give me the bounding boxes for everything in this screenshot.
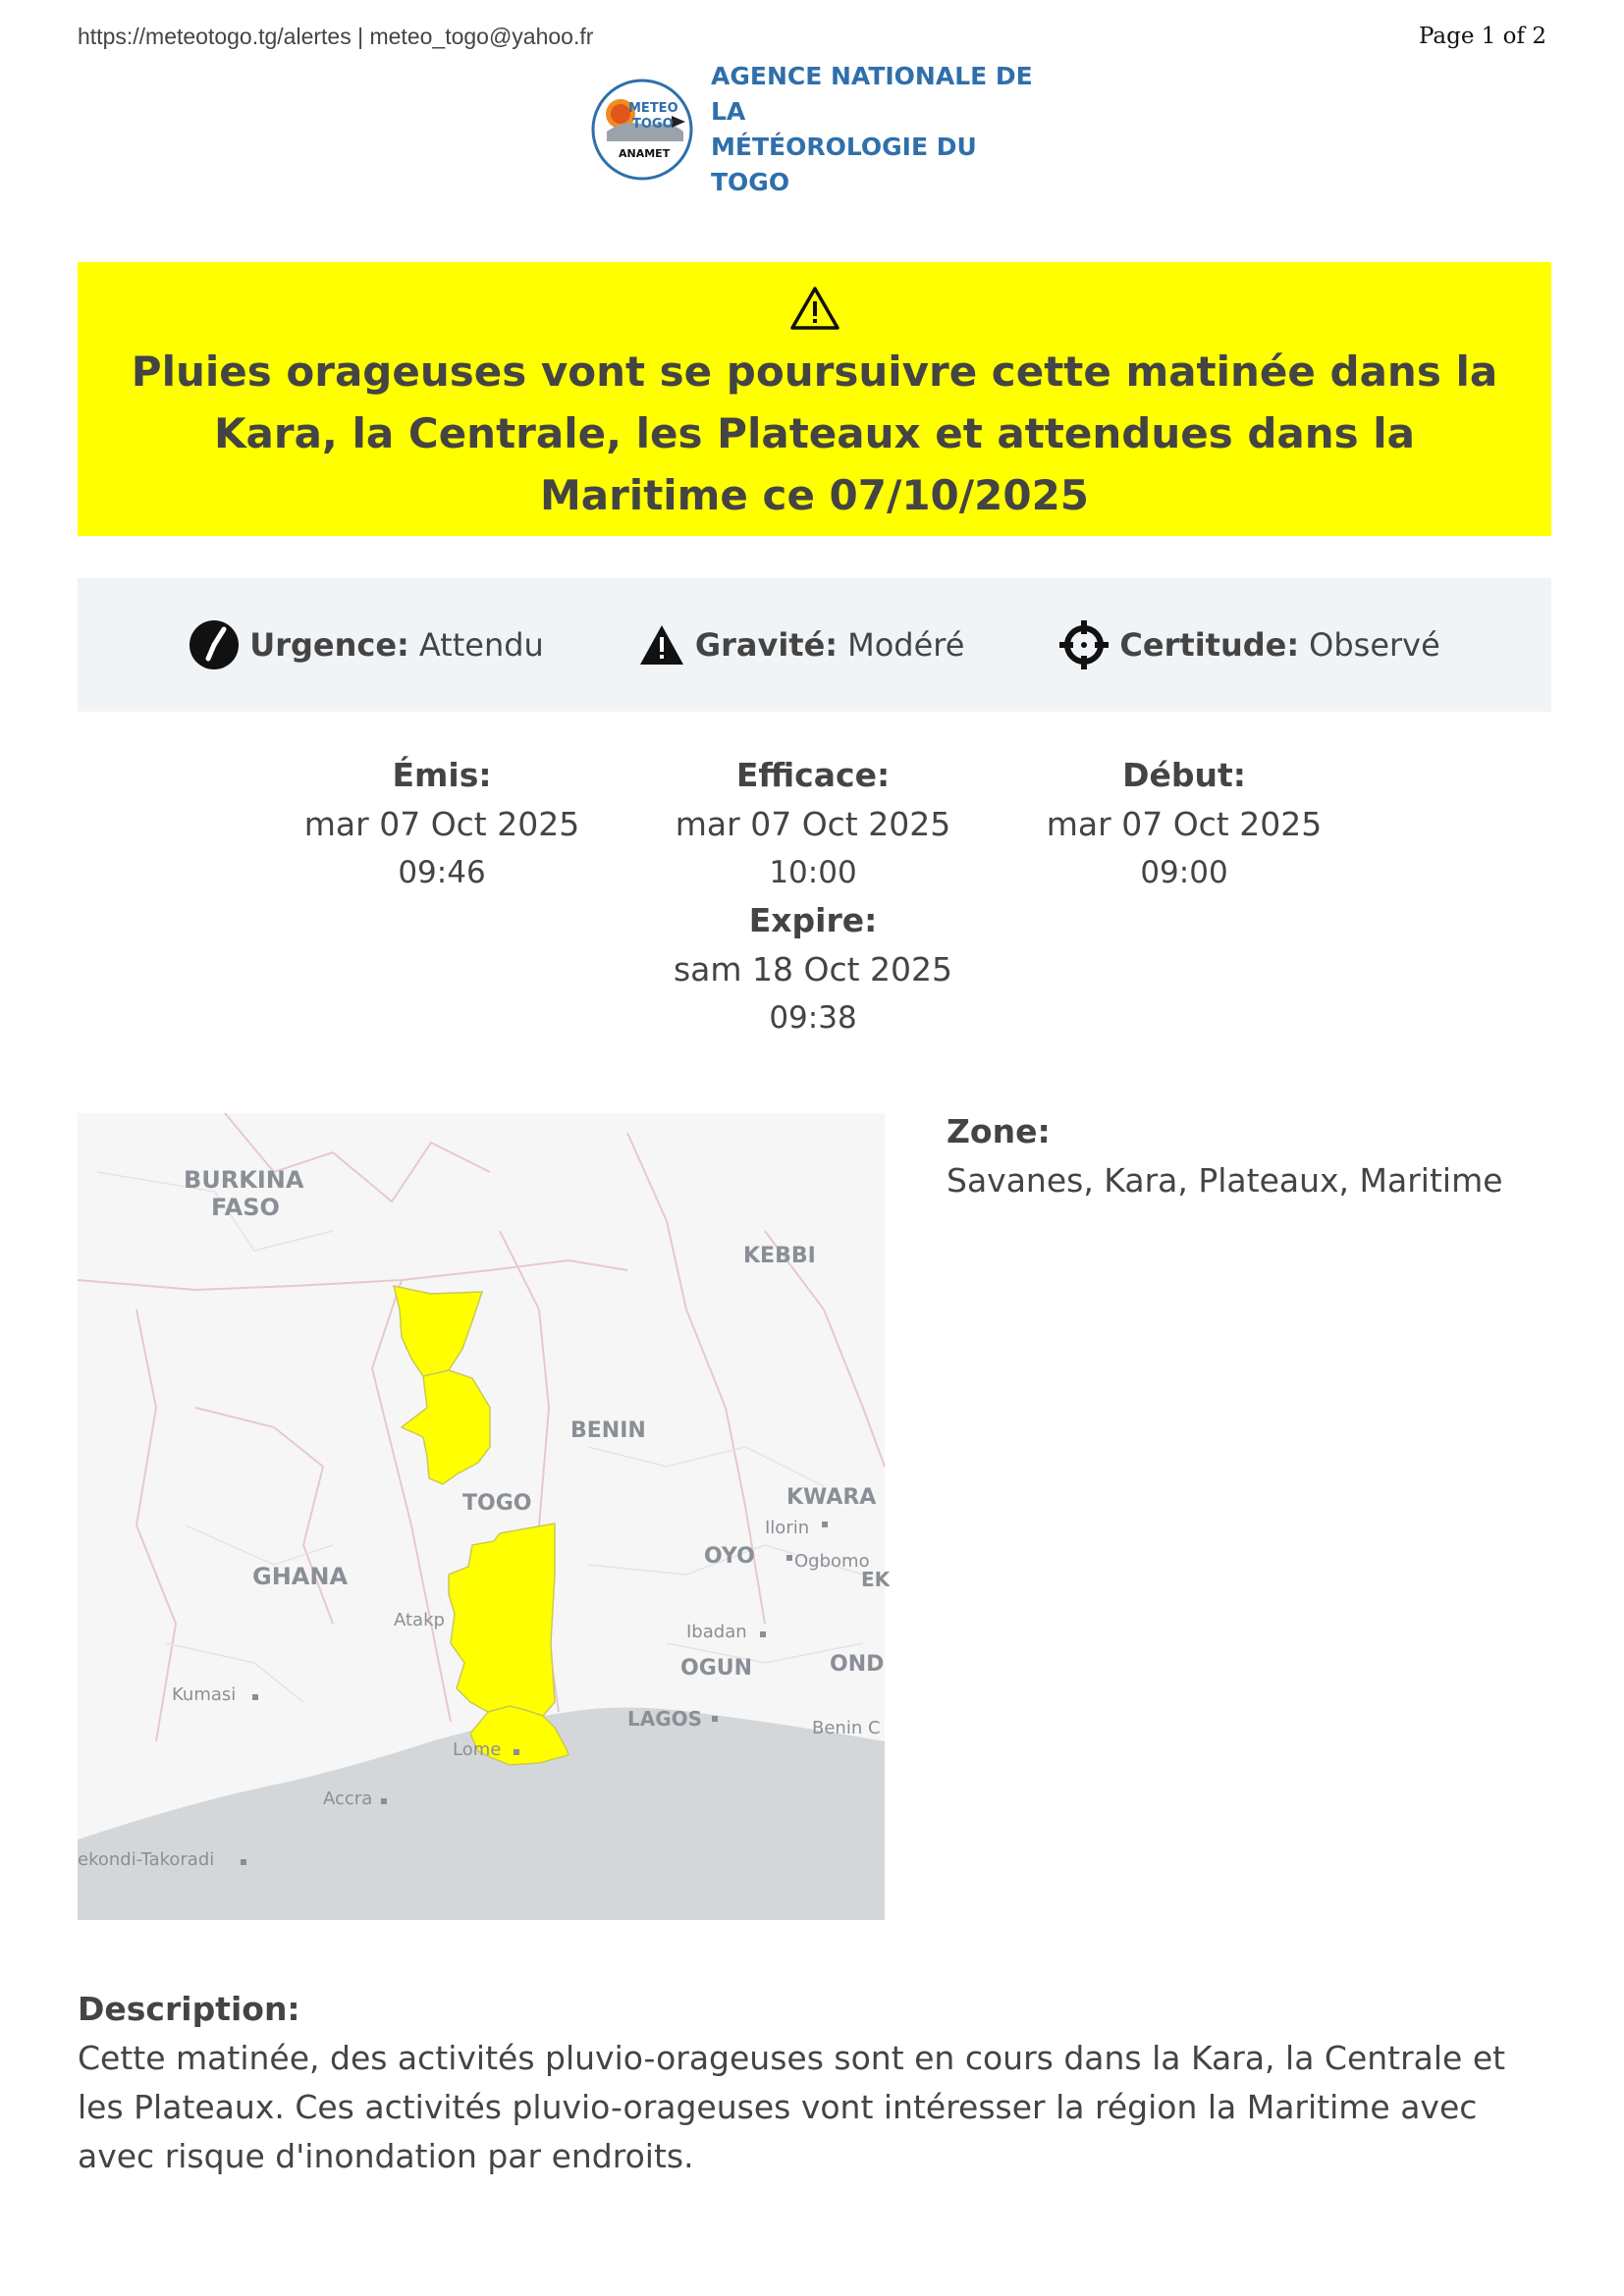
issued-date xyxy=(265,751,619,896)
issued-day: mar 07 Oct 2025 xyxy=(303,805,580,843)
crosshair-icon xyxy=(1058,619,1110,670)
certainty-label: Certitude: xyxy=(1119,626,1300,664)
map-label-oyo: OYO xyxy=(704,1544,755,1569)
alert-title: Pluies orageuses vont se poursuivre cette matinée dans la Kara, la Centrale, les Plateaux et attendues dans la Maritime ce 07/10/2025 xyxy=(131,347,1498,519)
header-url-email: https://meteotogo.tg/alertes | meteo_togo@yahoo.fr xyxy=(78,24,594,49)
map-label-benin: BENIN xyxy=(570,1418,646,1443)
expires-label: Expire: xyxy=(748,901,878,939)
zone-section xyxy=(947,1107,1503,1205)
alert-banner xyxy=(78,262,1551,536)
badge-bottom-text: ANAMET xyxy=(619,147,671,160)
effective-label: Efficace: xyxy=(735,756,891,794)
map-label-kwara: KWARA xyxy=(786,1485,877,1510)
severity-value: Modéré xyxy=(847,626,965,664)
page-indicator: Page 1 of 2 xyxy=(1418,24,1546,49)
certainty-info xyxy=(1058,619,1439,670)
map-label-ilorin: Ilorin xyxy=(765,1518,810,1538)
map-label-ibadan: Ibadan xyxy=(686,1622,747,1642)
map-label-accra: Accra xyxy=(323,1789,373,1809)
map-label-burkina: BURKINA xyxy=(184,1166,304,1194)
warning-icon xyxy=(638,623,685,667)
certainty-value: Observé xyxy=(1309,626,1440,664)
anamet-badge-icon xyxy=(587,77,697,183)
map-label-takoradi: ekondi-Takoradi xyxy=(78,1849,215,1870)
effective-date xyxy=(636,751,990,896)
onset-date xyxy=(1007,751,1361,896)
city-dot xyxy=(712,1716,718,1722)
city-dot xyxy=(381,1798,387,1804)
map-label-ek: EK xyxy=(861,1568,891,1591)
map-label-lagos: LAGOS xyxy=(627,1707,703,1731)
map-label-lome: Lome xyxy=(453,1739,502,1760)
zone-value: Savanes, Kara, Plateaux, Maritime xyxy=(947,1161,1503,1200)
urgency-info xyxy=(189,619,544,670)
city-dot xyxy=(786,1555,792,1561)
map-label-faso: FASO xyxy=(211,1194,280,1221)
alert-info-bar xyxy=(78,578,1551,712)
map-label-ogbomoso: Ogbomo xyxy=(794,1551,870,1572)
city-dot xyxy=(514,1749,519,1755)
onset-label: Début: xyxy=(1122,756,1246,794)
logo-line-1: AGENCE NATIONALE DE LA xyxy=(711,62,1033,126)
city-dot xyxy=(822,1522,828,1527)
map-canvas xyxy=(78,1113,891,1920)
agency-logo xyxy=(587,62,1049,196)
effective-day: mar 07 Oct 2025 xyxy=(675,805,951,843)
logo-line-2: MÉTÉOROLOGIE DU TOGO xyxy=(711,133,977,196)
map-label-ogun: OGUN xyxy=(680,1656,753,1681)
expires-date xyxy=(636,896,990,1041)
map-label-ondo: OND xyxy=(830,1652,885,1677)
map-label-ghana: GHANA xyxy=(252,1563,349,1590)
badge-top-text: METEO xyxy=(628,101,678,116)
onset-day: mar 07 Oct 2025 xyxy=(1046,805,1323,843)
map-label-togo: TOGO xyxy=(462,1491,532,1516)
badge-mid-text: TOGO xyxy=(632,117,674,132)
description-label: Description: xyxy=(78,1990,300,2028)
severity-label: Gravité: xyxy=(694,626,839,664)
clock-icon xyxy=(189,619,240,670)
map-label-kebbi: KEBBI xyxy=(743,1244,816,1268)
issued-label: Émis: xyxy=(392,756,492,794)
expires-time: 09:38 xyxy=(769,1000,857,1036)
map-label-benin-city: Benin C xyxy=(812,1718,881,1738)
urgency-label: Urgence: xyxy=(249,626,409,664)
alert-map[interactable] xyxy=(78,1113,891,1920)
expires-day: sam 18 Oct 2025 xyxy=(673,950,953,988)
city-dot xyxy=(241,1859,246,1865)
map-label-atakpame: Atakp xyxy=(394,1610,445,1630)
onset-time: 09:00 xyxy=(1140,855,1228,890)
warning-icon xyxy=(789,286,840,331)
city-dot xyxy=(760,1631,766,1637)
effective-time: 10:00 xyxy=(769,855,857,890)
urgency-value: Attendu xyxy=(418,626,544,664)
map-label-kumasi: Kumasi xyxy=(172,1684,237,1705)
zone-label: Zone: xyxy=(947,1112,1051,1150)
description-section xyxy=(78,1985,1560,2181)
description-text: Cette matinée, des activités pluvio-orageuses sont en cours dans la Kara, la Centrale et les Plateaux. Ces activités pluvio-orageuses vont intéresser la région la Maritime avec avec risque d'inondation par endroits. xyxy=(78,2039,1506,2175)
severity-info xyxy=(638,623,965,667)
city-dot xyxy=(252,1694,258,1700)
issued-time: 09:46 xyxy=(398,855,486,890)
